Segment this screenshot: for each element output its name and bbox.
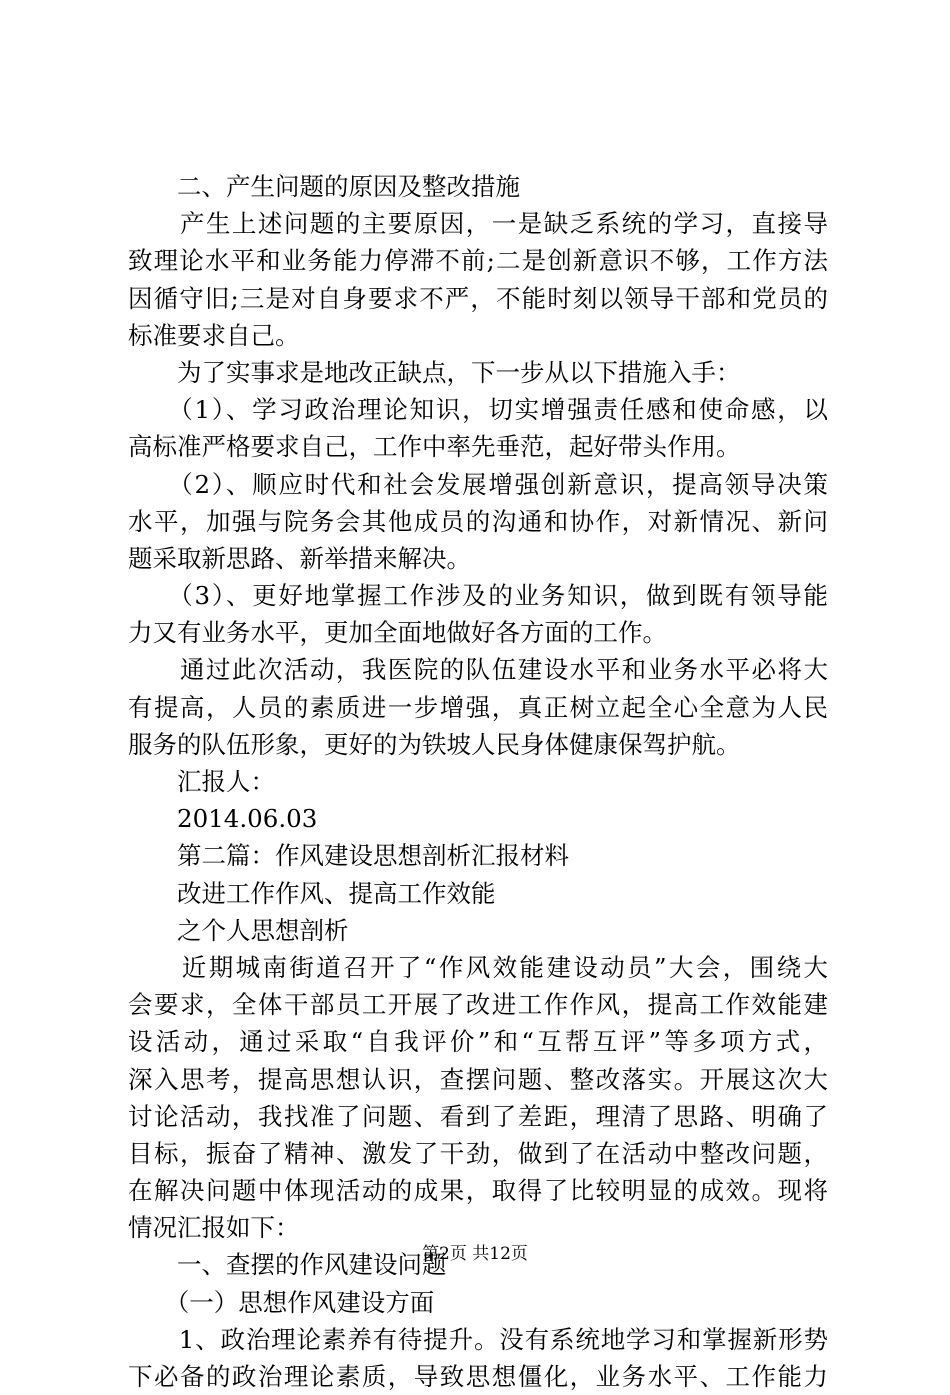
text-line: 高标准严格要求自己，工作中率先垂范，起好带头作用。 xyxy=(128,432,741,462)
text-line: 致理论水平和业务能力停滞不前;二是创新意识不够，工作方法 xyxy=(128,246,828,276)
text-line: （一）思想作风建设方面 xyxy=(128,1287,435,1317)
text-line: 讨论活动，我找准了问题、看到了差距，理清了思路、明确了 xyxy=(128,1101,828,1131)
text-line: 题采取新思路、新举措来解决。 xyxy=(128,543,471,573)
text-line: 在解决问题中体现活动的成果，取得了比较明显的成效。现将 xyxy=(128,1176,828,1206)
text-line: 标准要求自己。 xyxy=(128,320,300,350)
text-line: 2014.06.03 xyxy=(128,804,318,834)
text-line: 之个人思想剖析 xyxy=(128,915,349,945)
text-line: 情况汇报如下： xyxy=(128,1213,300,1243)
text-line: 产生上述问题的主要原因，一是缺乏系统的学习，直接导 xyxy=(128,209,828,239)
text-line: 1、政治理论素养有待提升。没有系统地学习和掌握新形势 xyxy=(128,1324,828,1354)
text-line: 二、产生问题的原因及整改措施 xyxy=(128,172,520,201)
text-line: （3）、更好地掌握工作涉及的业务知识，做到既有领导能 xyxy=(128,581,828,611)
text-line: 服务的队伍形象，更好的为铁坡人民身体健康保驾护航。 xyxy=(128,729,741,759)
text-line: 为了实事求是地改正缺点，下一步从以下措施入手： xyxy=(128,357,741,387)
text-line: 通过此次活动，我医院的队伍建设水平和业务水平必将大 xyxy=(128,655,828,685)
text-line: 目标，振奋了精神、激发了干劲，做到了在活动中整改问题， xyxy=(128,1138,828,1168)
text-line: 深入思考，提高思想认识，查摆问题、整改落实。开展这次大 xyxy=(128,1064,828,1094)
text-line: 会要求，全体干部员工开展了改进工作作风，提高工作效能建 xyxy=(128,990,828,1020)
page-footer: 第2页 共12页 xyxy=(422,1244,528,1264)
text-line: 因循守旧;三是对自身要求不严，不能时刻以领导干部和党员的 xyxy=(128,283,828,313)
text-line: 汇报人： xyxy=(128,767,275,796)
text-line: 设活动，通过采取“自我评价”和“互帮互评”等多项方式， xyxy=(128,1027,828,1057)
text-line: 水平，加强与院务会其他成员的沟通和协作，对新情况、新问 xyxy=(128,506,828,536)
document-body xyxy=(128,168,828,1395)
text-line: 改进工作作风、提高工作效能 xyxy=(128,878,496,908)
text-line: 第二篇：作风建设思想剖析汇报材料 xyxy=(128,841,569,871)
text-line: 近期城南街道召开了“作风效能建设动员”大会，围绕大 xyxy=(128,952,828,982)
text-line: 下必备的政治理论素质，导致思想僵化，业务水平、工作能力 xyxy=(128,1362,828,1391)
text-line: 有提高，人员的素质进一步增强，真正树立起全心全意为人民 xyxy=(128,692,828,722)
text-line: 一、查摆的作风建设问题 xyxy=(128,1250,447,1280)
text-line: （1）、学习政治理论知识，切实增强责任感和使命感，以 xyxy=(128,395,828,425)
text-line: （2）、顺应时代和社会发展增强创新意识，提高领导决策 xyxy=(128,469,828,499)
text-line: 力又有业务水平，更加全面地做好各方面的工作。 xyxy=(128,618,667,648)
